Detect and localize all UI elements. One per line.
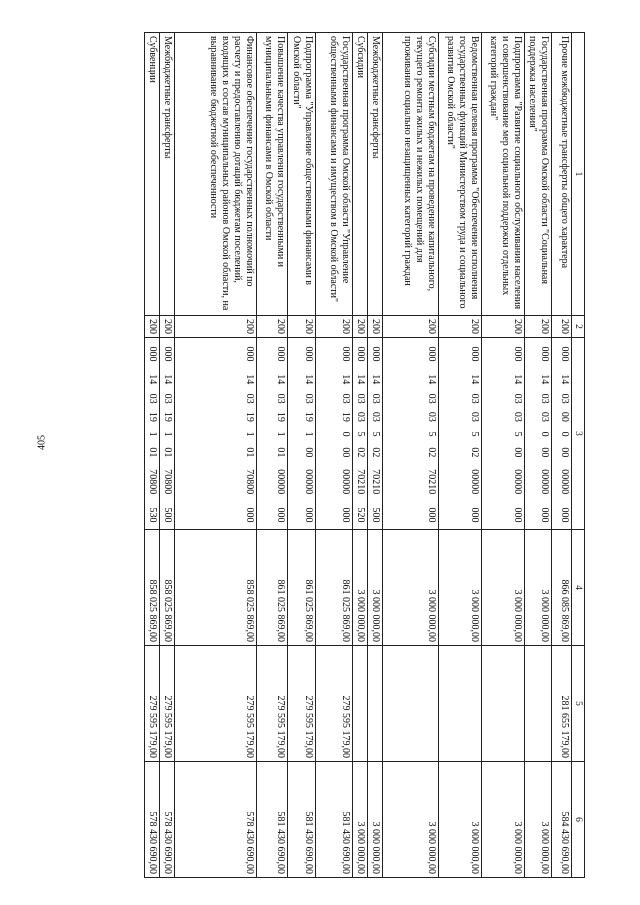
code-part: 500 bbox=[162, 507, 173, 523]
row-code-cell bbox=[288, 338, 316, 530]
row-col2-cell: 200 bbox=[316, 316, 353, 338]
code-part: 01 bbox=[275, 447, 286, 458]
code-part: 00000 bbox=[340, 469, 351, 495]
code-part: 03 bbox=[512, 393, 523, 404]
row-value5-cell bbox=[482, 646, 525, 762]
code-part: 000 bbox=[303, 346, 314, 362]
row-col2-cell: 200 bbox=[257, 316, 288, 338]
code-part: 19 bbox=[340, 411, 351, 422]
code-part: 00 bbox=[559, 411, 570, 422]
row-value5-cell bbox=[353, 646, 368, 762]
row-col2-cell: 200 bbox=[439, 316, 482, 338]
code-part: 03 bbox=[370, 411, 381, 422]
row-name-cell: Межбюджетные трансферты bbox=[160, 33, 175, 316]
code-part: 70800 bbox=[244, 469, 255, 495]
row-value6-cell: 578 430 690,00 bbox=[160, 762, 175, 878]
table-row bbox=[383, 33, 439, 878]
row-code-cell bbox=[353, 338, 368, 530]
code-part: 00000 bbox=[512, 469, 523, 495]
code-part: 01 bbox=[244, 447, 255, 458]
code-group bbox=[274, 340, 286, 527]
code-part: 03 bbox=[355, 411, 366, 422]
table-row bbox=[525, 33, 552, 878]
row-col2-cell: 200 bbox=[288, 316, 316, 338]
row-code-cell bbox=[525, 338, 552, 530]
code-part: 00 bbox=[512, 447, 523, 458]
code-part: 000 bbox=[469, 507, 480, 523]
code-part: 00000 bbox=[469, 469, 480, 495]
code-group bbox=[302, 340, 314, 527]
code-part: 000 bbox=[355, 346, 366, 362]
row-code-cell bbox=[383, 338, 439, 530]
code-group bbox=[354, 340, 366, 527]
header-cell: 6 bbox=[572, 762, 585, 878]
row-value6-cell: 3 000 000,00 bbox=[383, 762, 439, 878]
code-part: 000 bbox=[303, 507, 314, 523]
code-part: 000 bbox=[512, 507, 523, 523]
code-part: 70210 bbox=[370, 469, 381, 495]
row-value5-cell: 281 655 179,00 bbox=[552, 646, 572, 762]
code-part: 70210 bbox=[355, 469, 366, 495]
row-name-cell: Прочие межбюджетные трансферты общего характера bbox=[552, 33, 572, 316]
code-group bbox=[369, 340, 381, 527]
row-name-cell: Ведомственная целевая программа "Обеспечение исполнения государственных функций Министерством труда и социального развития Омской области" bbox=[439, 33, 482, 316]
row-value5-cell bbox=[368, 646, 383, 762]
table-row bbox=[439, 33, 482, 878]
code-part: 00000 bbox=[539, 469, 550, 495]
row-value5-cell: 279 595 179,00 bbox=[160, 646, 175, 762]
row-value4-cell: 3 000 000,00 bbox=[353, 530, 368, 646]
row-code-cell bbox=[145, 338, 160, 530]
code-part: 1 bbox=[162, 431, 173, 437]
code-part: 00 bbox=[340, 447, 351, 458]
code-part: 0 bbox=[539, 431, 550, 437]
row-code-cell bbox=[482, 338, 525, 530]
code-part: 14 bbox=[147, 374, 158, 385]
code-part: 14 bbox=[244, 374, 255, 385]
row-value4-cell: 3 000 000,00 bbox=[383, 530, 439, 646]
code-part: 01 bbox=[162, 447, 173, 458]
code-part: 000 bbox=[162, 346, 173, 362]
code-part: 5 bbox=[355, 431, 366, 437]
code-part: 19 bbox=[147, 411, 158, 422]
code-part: 02 bbox=[426, 447, 437, 458]
row-name-cell: Финансовое обеспечение государственных полномочий по расчету и предоставлению дотаций бюджетам поселений, входящих в состав муниципальных районов Омской области, на выравнивание бюджетной обеспеченности bbox=[175, 33, 257, 316]
code-part: 000 bbox=[469, 346, 480, 362]
code-part: 000 bbox=[539, 346, 550, 362]
row-value4-cell: 866 085 869,00 bbox=[552, 530, 572, 646]
code-part: 1 bbox=[303, 431, 314, 437]
row-value6-cell: 3 000 000,00 bbox=[482, 762, 525, 878]
row-value6-cell: 3 000 000,00 bbox=[525, 762, 552, 878]
header-cell: 5 bbox=[572, 646, 585, 762]
code-part: 70800 bbox=[162, 469, 173, 495]
code-part: 14 bbox=[370, 374, 381, 385]
code-group bbox=[425, 340, 437, 527]
code-part: 14 bbox=[162, 374, 173, 385]
code-part: 000 bbox=[147, 346, 158, 362]
row-value6-cell: 581 430 690,00 bbox=[288, 762, 316, 878]
row-code-cell bbox=[160, 338, 175, 530]
header-cell: 2 bbox=[572, 316, 585, 338]
code-part: 000 bbox=[244, 507, 255, 523]
row-value4-cell: 3 000 000,00 bbox=[368, 530, 383, 646]
row-name-cell: Государственная программа Омской области "Управление общественными финансами и имуществом в Омской области" bbox=[316, 33, 353, 316]
code-part: 000 bbox=[370, 346, 381, 362]
code-part: 03 bbox=[539, 411, 550, 422]
row-value6-cell: 581 430 690,00 bbox=[316, 762, 353, 878]
row-code-cell bbox=[257, 338, 288, 530]
code-part: 14 bbox=[275, 374, 286, 385]
row-value6-cell: 3 000 000,00 bbox=[368, 762, 383, 878]
table-row bbox=[353, 33, 368, 878]
page-number: 405 bbox=[36, 435, 48, 450]
code-part: 500 bbox=[370, 507, 381, 523]
code-part: 03 bbox=[426, 393, 437, 404]
row-code-cell bbox=[175, 338, 257, 530]
code-part: 03 bbox=[340, 393, 351, 404]
code-part: 03 bbox=[539, 393, 550, 404]
code-part: 00 bbox=[559, 447, 570, 458]
code-part: 19 bbox=[162, 411, 173, 422]
code-part: 0 bbox=[559, 431, 570, 437]
header-cell: 3 bbox=[572, 338, 585, 530]
row-value4-cell: 858 025 869,00 bbox=[175, 530, 257, 646]
table-row bbox=[145, 33, 160, 878]
code-part: 00000 bbox=[275, 469, 286, 495]
code-part: 520 bbox=[355, 507, 366, 523]
code-part: 14 bbox=[355, 374, 366, 385]
code-part: 70800 bbox=[147, 469, 158, 495]
rotated-page bbox=[80, 32, 585, 877]
row-value4-cell: 861 025 869,00 bbox=[257, 530, 288, 646]
code-part: 70210 bbox=[426, 469, 437, 495]
row-col2-cell: 200 bbox=[160, 316, 175, 338]
code-part: 5 bbox=[370, 431, 381, 437]
code-part: 5 bbox=[512, 431, 523, 437]
code-group bbox=[339, 340, 351, 527]
code-part: 01 bbox=[147, 447, 158, 458]
code-part: 000 bbox=[426, 507, 437, 523]
row-value4-cell: 3 000 000,00 bbox=[482, 530, 525, 646]
code-part: 03 bbox=[469, 393, 480, 404]
row-value4-cell: 858 025 869,00 bbox=[160, 530, 175, 646]
code-part: 02 bbox=[355, 447, 366, 458]
code-group bbox=[243, 340, 255, 527]
header-cell: 1 bbox=[572, 33, 585, 316]
code-part: 14 bbox=[539, 374, 550, 385]
row-col2-cell: 200 bbox=[353, 316, 368, 338]
row-code-cell bbox=[316, 338, 353, 530]
row-code-cell bbox=[368, 338, 383, 530]
row-value5-cell: 279 595 179,00 bbox=[145, 646, 160, 762]
code-part: 000 bbox=[275, 346, 286, 362]
budget-table bbox=[144, 32, 585, 878]
row-value6-cell: 581 430 690,00 bbox=[257, 762, 288, 878]
code-part: 000 bbox=[539, 507, 550, 523]
table-row bbox=[368, 33, 383, 878]
code-part: 03 bbox=[370, 393, 381, 404]
header-row bbox=[572, 33, 585, 878]
code-part: 000 bbox=[244, 346, 255, 362]
code-part: 14 bbox=[469, 374, 480, 385]
row-name-cell: Межбюджетные трансферты bbox=[368, 33, 383, 316]
row-value6-cell: 584 430 690,00 bbox=[552, 762, 572, 878]
row-value5-cell: 279 595 179,00 bbox=[288, 646, 316, 762]
code-part: 03 bbox=[275, 393, 286, 404]
code-part: 03 bbox=[147, 393, 158, 404]
row-value4-cell: 861 025 869,00 bbox=[288, 530, 316, 646]
row-value5-cell: 279 595 179,00 bbox=[316, 646, 353, 762]
code-part: 19 bbox=[303, 411, 314, 422]
row-code-cell bbox=[439, 338, 482, 530]
row-code-cell bbox=[552, 338, 572, 530]
row-col2-cell: 200 bbox=[525, 316, 552, 338]
row-col2-cell: 200 bbox=[175, 316, 257, 338]
code-part: 14 bbox=[559, 374, 570, 385]
table-row bbox=[288, 33, 316, 878]
code-group bbox=[538, 340, 550, 527]
row-name-cell: Подпрограмма "Развитие социального обслуживания населения и совершенствование мер социальной поддержки отдельных категорий граждан" bbox=[482, 33, 525, 316]
row-name-cell: Субсидии bbox=[353, 33, 368, 316]
code-group bbox=[146, 340, 158, 527]
row-value5-cell bbox=[383, 646, 439, 762]
code-part: 03 bbox=[303, 393, 314, 404]
code-part: 000 bbox=[340, 507, 351, 523]
row-col2-cell: 200 bbox=[145, 316, 160, 338]
code-part: 00000 bbox=[303, 469, 314, 495]
code-group bbox=[558, 340, 570, 527]
code-part: 19 bbox=[244, 411, 255, 422]
code-part: 000 bbox=[512, 346, 523, 362]
code-part: 03 bbox=[469, 411, 480, 422]
table-row bbox=[316, 33, 353, 878]
header-cell: 4 bbox=[572, 530, 585, 646]
code-part: 14 bbox=[340, 374, 351, 385]
code-part: 19 bbox=[275, 411, 286, 422]
table-row bbox=[482, 33, 525, 878]
code-part: 5 bbox=[426, 431, 437, 437]
code-part: 03 bbox=[559, 393, 570, 404]
row-value4-cell: 861 025 869,00 bbox=[316, 530, 353, 646]
code-part: 02 bbox=[370, 447, 381, 458]
table-row bbox=[257, 33, 288, 878]
code-part: 00 bbox=[539, 447, 550, 458]
code-part: 1 bbox=[147, 431, 158, 437]
code-group bbox=[468, 340, 480, 527]
table-row bbox=[160, 33, 175, 878]
row-value6-cell: 578 430 690,00 bbox=[145, 762, 160, 878]
row-name-cell: Субвенции bbox=[145, 33, 160, 316]
code-part: 1 bbox=[244, 431, 255, 437]
table-row bbox=[175, 33, 257, 878]
code-part: 000 bbox=[340, 346, 351, 362]
row-name-cell: Субсидии местным бюджетам на проведение капитального, текущего ремонта жилых и нежилых помещений для проживания социально незащищенных категорий граждан bbox=[383, 33, 439, 316]
row-name-cell: Государственная программа Омской области "Социальная поддержка населения" bbox=[525, 33, 552, 316]
code-part: 14 bbox=[426, 374, 437, 385]
row-col2-cell: 200 bbox=[552, 316, 572, 338]
code-part: 5 bbox=[469, 431, 480, 437]
code-part: 000 bbox=[426, 346, 437, 362]
row-value6-cell: 578 430 690,00 bbox=[175, 762, 257, 878]
code-part: 0 bbox=[340, 431, 351, 437]
row-value6-cell: 3 000 000,00 bbox=[439, 762, 482, 878]
row-value5-cell: 279 595 179,00 bbox=[175, 646, 257, 762]
code-part: 03 bbox=[426, 411, 437, 422]
row-col2-cell: 200 bbox=[482, 316, 525, 338]
code-part: 000 bbox=[275, 507, 286, 523]
row-value5-cell: 279 595 179,00 bbox=[257, 646, 288, 762]
code-group bbox=[161, 340, 173, 527]
code-part: 530 bbox=[147, 507, 158, 523]
code-part: 000 bbox=[559, 346, 570, 362]
code-part: 000 bbox=[559, 507, 570, 523]
row-value5-cell bbox=[525, 646, 552, 762]
row-name-cell: Повышение качества управления государственными и муниципальными финансами в Омской области bbox=[257, 33, 288, 316]
code-part: 14 bbox=[303, 374, 314, 385]
row-value4-cell: 3 000 000,00 bbox=[439, 530, 482, 646]
code-part: 03 bbox=[512, 411, 523, 422]
code-part: 14 bbox=[512, 374, 523, 385]
code-part: 03 bbox=[355, 393, 366, 404]
row-value6-cell: 3 000 000,00 bbox=[353, 762, 368, 878]
code-part: 00 bbox=[303, 447, 314, 458]
row-value4-cell: 858 025 869,00 bbox=[145, 530, 160, 646]
code-part: 02 bbox=[469, 447, 480, 458]
row-value5-cell bbox=[439, 646, 482, 762]
table-row bbox=[552, 33, 572, 878]
row-col2-cell: 200 bbox=[383, 316, 439, 338]
code-part: 1 bbox=[275, 431, 286, 437]
code-part: 03 bbox=[244, 393, 255, 404]
code-part: 03 bbox=[162, 393, 173, 404]
code-part: 00000 bbox=[559, 469, 570, 495]
row-col2-cell: 200 bbox=[368, 316, 383, 338]
row-name-cell: Подпрограмма "Управление общественными финансами в Омской области" bbox=[288, 33, 316, 316]
code-group bbox=[511, 340, 523, 527]
row-value4-cell: 3 000 000,00 bbox=[525, 530, 552, 646]
